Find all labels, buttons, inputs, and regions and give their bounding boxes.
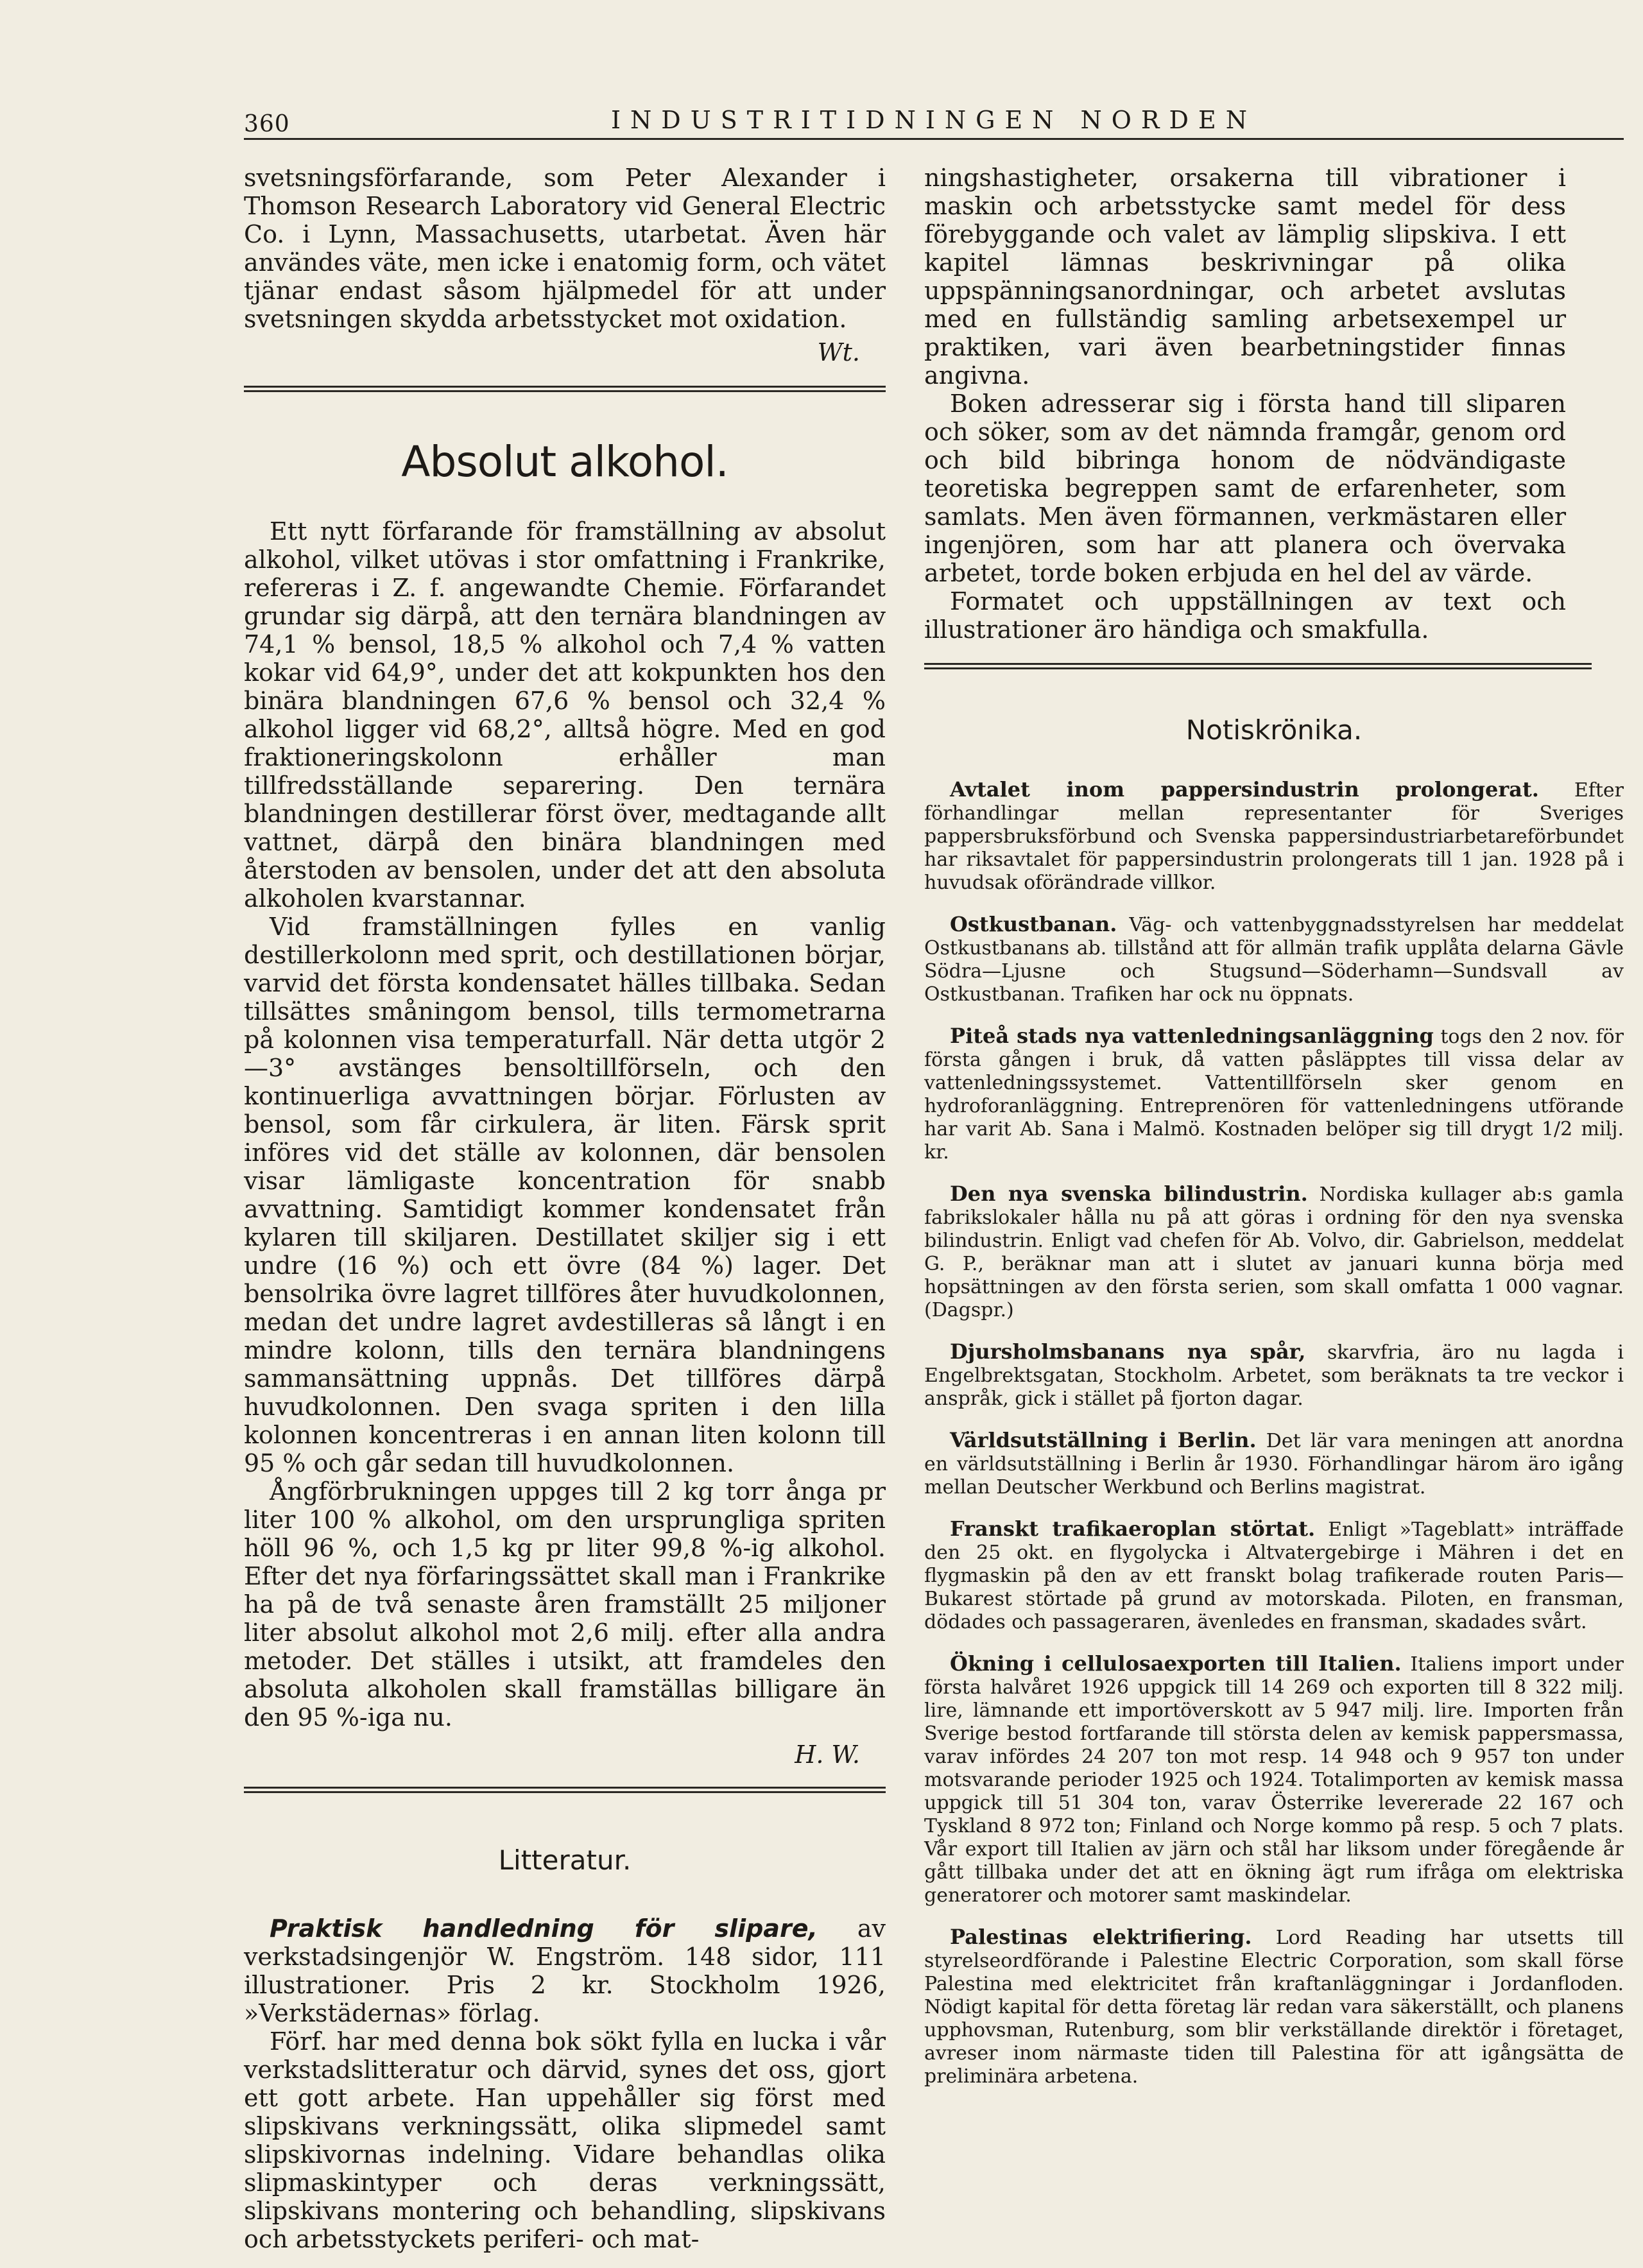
journal-title: INDUSTRITIDNINGEN NORDEN [611, 106, 1257, 134]
book-details: av verkstadsingenjör W. Engström. 148 sidor, 111 illustrationer. Pris 2 kr. Stockholm 1926, »Verkstädernas» förlag. [244, 1914, 886, 2027]
notice-text: skarvfria, äro nu lagda i Engelbrektsgatan, Stockholm. Arbetet, som beräknats ta tre veckor i anspråk, gick i stället på fjorton dagar. [924, 1341, 1624, 1410]
section-divider [244, 1787, 886, 1793]
notice-lead: Världsutställning i Berlin. [950, 1428, 1257, 1452]
notice-text: Efter förhandlingar mellan representanter för Sveriges pappersbruksförbund och Svenska pappersindustriarbetareförbundet har riksavtalet för pappersindustrin prolongerats till 1 jan. 1928 på i huvudsak oförändrade villkor. [924, 779, 1624, 894]
notice-item [924, 1517, 1624, 1634]
notice-item [924, 1925, 1624, 2088]
notice-text: Väg- och vattenbyggnadsstyrelsen har meddelat Ostkustbanans ab. tillstånd att för allmän trafik upplåta delarna Gävle Södra—Ljusne och Stugsund—Söderhamn—Sundsvall av Ostkustbanan. Trafiken har ock nu öppnats. [924, 914, 1624, 1006]
notice-lead: Den nya svenska bilindustrin. [950, 1181, 1308, 1206]
notice-item [924, 1024, 1624, 1164]
section-divider [924, 663, 1592, 669]
notice-text: Enligt »Tageblatt» inträffade den 25 okt. en flygolycka i Altvatergebirge i Mähren i det en flygmaskin på den av ett franskt bolag trafikerade routen Paris—Bukarest störtade på grund av motorskada. Piloten, en fransman, dödades och passageraren, ävenledes en fransman, skadades svårt. [924, 1518, 1624, 1633]
notice-item [924, 1340, 1624, 1411]
literature-title: Litteratur. [498, 1844, 632, 1876]
notice-lead: Ökning i cellulosaexporten till Italien. [950, 1651, 1402, 1676]
right-column [924, 164, 1624, 2106]
left-column [244, 164, 886, 2253]
notice-item [924, 1182, 1624, 1322]
welding-signature: Wt. [817, 338, 860, 366]
notice-item [924, 1652, 1624, 1907]
notice-item [924, 1429, 1624, 1499]
alcohol-paragraph: Ett nytt förfarande för framställning av absolut alkohol, vilket utövas i stor omfattning i Frankrike, refereras i Z. f. angewandte Chemie. Förfarandet grundar sig därpå, att den ternära blandningen av 74,1 % bensol, 18,5 % alkohol och 7,4 % vatten kokar vid 64,9°, under det att kokpunkten hos den binära blandningen 67,6 % bensol och 32,4 % alkohol ligger vid 68,2°, alltså högre. Med en god fraktioneringskolonn erhåller man tillfredsställande separering. Den ternära blandningen destillerar först över, medtagande allt vattnet, därpå den binära blandningen med återstoden av bensolen, under det att den absoluta alkoholen kvarstannar. [244, 517, 886, 913]
notice-lead: Franskt trafikaeroplan störtat. [950, 1516, 1316, 1541]
book-title: Praktisk handledning för slipare, [270, 1914, 818, 1943]
notice-text: Det lär vara meningen att anordna en världsutställning i Berlin år 1930. Förhandlingar härom äro igång mellan Deutscher Werkbund och Berlins magistrat. [924, 1430, 1624, 1499]
header-rule [244, 138, 1624, 140]
page-number: 360 [244, 111, 290, 137]
alcohol-paragraph: Vid framställningen fylles en vanlig destillerkolonn med sprit, och destillationen börjar, varvid det första kondensatet hälles tillbaka. Sedan tillsättes småningom bensol, tills termometrarna på kolonnen visa temperaturfall. När detta utgör 2—3° avstänges bensoltillförseln, och den kontinuerliga avvattningen börjar. Förlusten av bensol, som får cirkulera, är liten. Färsk sprit införes vid det ställe av kolonnen, där bensolen visar lämligaste koncentration för snabb avvattning. Samtidigt kommer kondensatet från kylaren till skiljaren. Destillatet skiljer sig i ett undre (16 %) och ett övre (84 %) lager. Det bensolrika övre lagret tillföres åter huvudkolonnen, medan det undre lagret avdestilleras så långt i en mindre kolonn, tills den ternära blandningens sammansättning uppnås. Det tillföres därpå huvudkolonnen. Den svaga spriten i den lilla kolonnen koncentreras i en annan liten kolonn till 95 % och går sedan till huvudkolonnen. [244, 913, 886, 1477]
notice-lead: Avtalet inom pappersindustrin prolongerat. [950, 777, 1539, 802]
book-review-intro [244, 1914, 886, 2027]
book-review-continued: Boken adresserar sig i första hand till sliparen och söker, som av det nämnda framgår, genom ord och bild bibringa honom de nödvändigaste teoretiska begreppen samt de erfarenheter, som samlats. Men även förmannen, verkmästaren eller ingenjören, som har att planera och övervaka arbetet, torde boken erbjuda en hel del av värde. [924, 390, 1566, 587]
notice-lead: Djursholmsbanans nya spår, [950, 1339, 1306, 1364]
notice-text: Italiens import under första halvåret 1926 uppgick till 14 269 och exporten till 8 322 milj. lire, lämnande ett importöverskott av 5 947 milj. lire. Importen från Sverige bestod fortfarande till största delen av kemisk pappersmassa, varav infördes 24 207 ton mot resp. 14 948 och 9 957 ton under motsvarande perioder 1925 och 1924. Totalimporten av kemisk massa uppgick till 51 304 ton, varav Österrike levererade 22 167 och Tyskland 8 972 ton; Finland och Norge kommo på resp. 5 och 7 plats. Vår export till Italien av järn och stål har liksom under föregående år gått tillbaka under det att en ökning ägt rum ifråga om elektriska generatorer och motorer samt maskindelar. [924, 1653, 1624, 1907]
notices-list [924, 778, 1624, 2088]
alcohol-paragraph: Ångförbrukningen uppges till 2 kg torr ånga pr liter 100 % alkohol, om den ursprungliga spriten höll 96 %, och 1,5 kg pr liter 99,8 %-ig alkohol. Efter det nya förfaringssättet skall man i Frankrike ha på de två senaste åren framställt 25 miljoner liter absolut alkohol mot 2,6 milj. efter alla andra metoder. Det ställes i utsikt, att framdeles den absoluta alkoholen skall framställas billigare än den 95 %-iga nu. [244, 1477, 886, 1731]
notice-text: Nordiska kullager ab:s gamla fabrikslokaler hålla nu på att göras i ordning för den nya svenska bilindustrin. Enligt vad chefen för Ab. Volvo, dir. Gabrielson, meddelat G. P., beräknar man att i slutet av januari kunna börja med hopsättningen av den första serien, som skall omfatta 1 000 vagnar. (Dagspr.) [924, 1183, 1624, 1321]
alcohol-article-title: Absolut alkohol. [401, 437, 728, 486]
book-review-continued: Formatet och uppställningen av text och illustrationer äro händiga och smakfulla. [924, 587, 1566, 644]
book-review-continued: ningshastigheter, orsakerna till vibrationer i maskin och arbetsstycke samt medel för dess förebyggande och valet av lämplig slipskiva. I ett kapitel lämnas beskrivningar på olika uppspänningsanordningar, och arbetet avslutas med en fullständig samling arbetsexempel ur praktiken, vari även bearbetningstider finnas angivna. [924, 164, 1566, 390]
alcohol-signature: H. W. [795, 1740, 860, 1769]
notice-item [924, 778, 1624, 895]
notice-lead: Palestinas elektrifiering. [950, 1925, 1252, 1949]
notices-title: Notiskrönika. [1185, 714, 1363, 746]
section-divider [244, 386, 886, 392]
book-review-paragraph: Förf. har med denna bok sökt fylla en lucka i vår verkstadslitteratur och därvid, synes det oss, gjort ett gott arbete. Han uppehåller sig först med slipskivans verkningssätt, olika slipmedel samt slipskivornas indelning. Vidare behandlas olika slipmaskintyper och deras verkningssätt, slipskivans montering och behandling, slipskivans och arbetsstyckets periferi- och mat- [244, 2027, 886, 2253]
notice-lead: Piteå stads nya vattenledningsanläggning [950, 1024, 1434, 1048]
welding-article-end: svetsningsförfarande, som Peter Alexander i Thomson Research Laboratory vid General Electric Co. i Lynn, Massachusetts, utarbetat. Även här användes väte, men icke i enatomig form, och vätet tjänar endast såsom hjälpmedel för att under svetsningen skydda arbetsstycket mot oxidation. [244, 164, 886, 333]
notice-lead: Ostkustbanan. [950, 912, 1117, 936]
notice-text: togs den 2 nov. för första gången i bruk, då vatten påsläpptes till vissa delar av vattenledningssystemet. Vattentillförseln sker genom en hydroforanläggning. Entreprenören för vattenledningens utförande har varit Ab. Sana i Malmö. Kostnaden belöper sig till drygt 1/2 milj. kr. [924, 1026, 1624, 1164]
notice-text: Lord Reading har utsetts till styrelseordförande i Palestine Electric Corporation, som skall förse Palestina med elektricitet från kraftanläggningar i Jordanfloden. Nödigt kapital för detta företag lär redan vara säkerställt, och planens upphovsman, Rutenburg, som blir verkställande direktör i företaget, avreser inom närmaste tiden till Palestina för att igångsätta de preliminära arbetena. [924, 1927, 1624, 2088]
notice-item [924, 913, 1624, 1006]
